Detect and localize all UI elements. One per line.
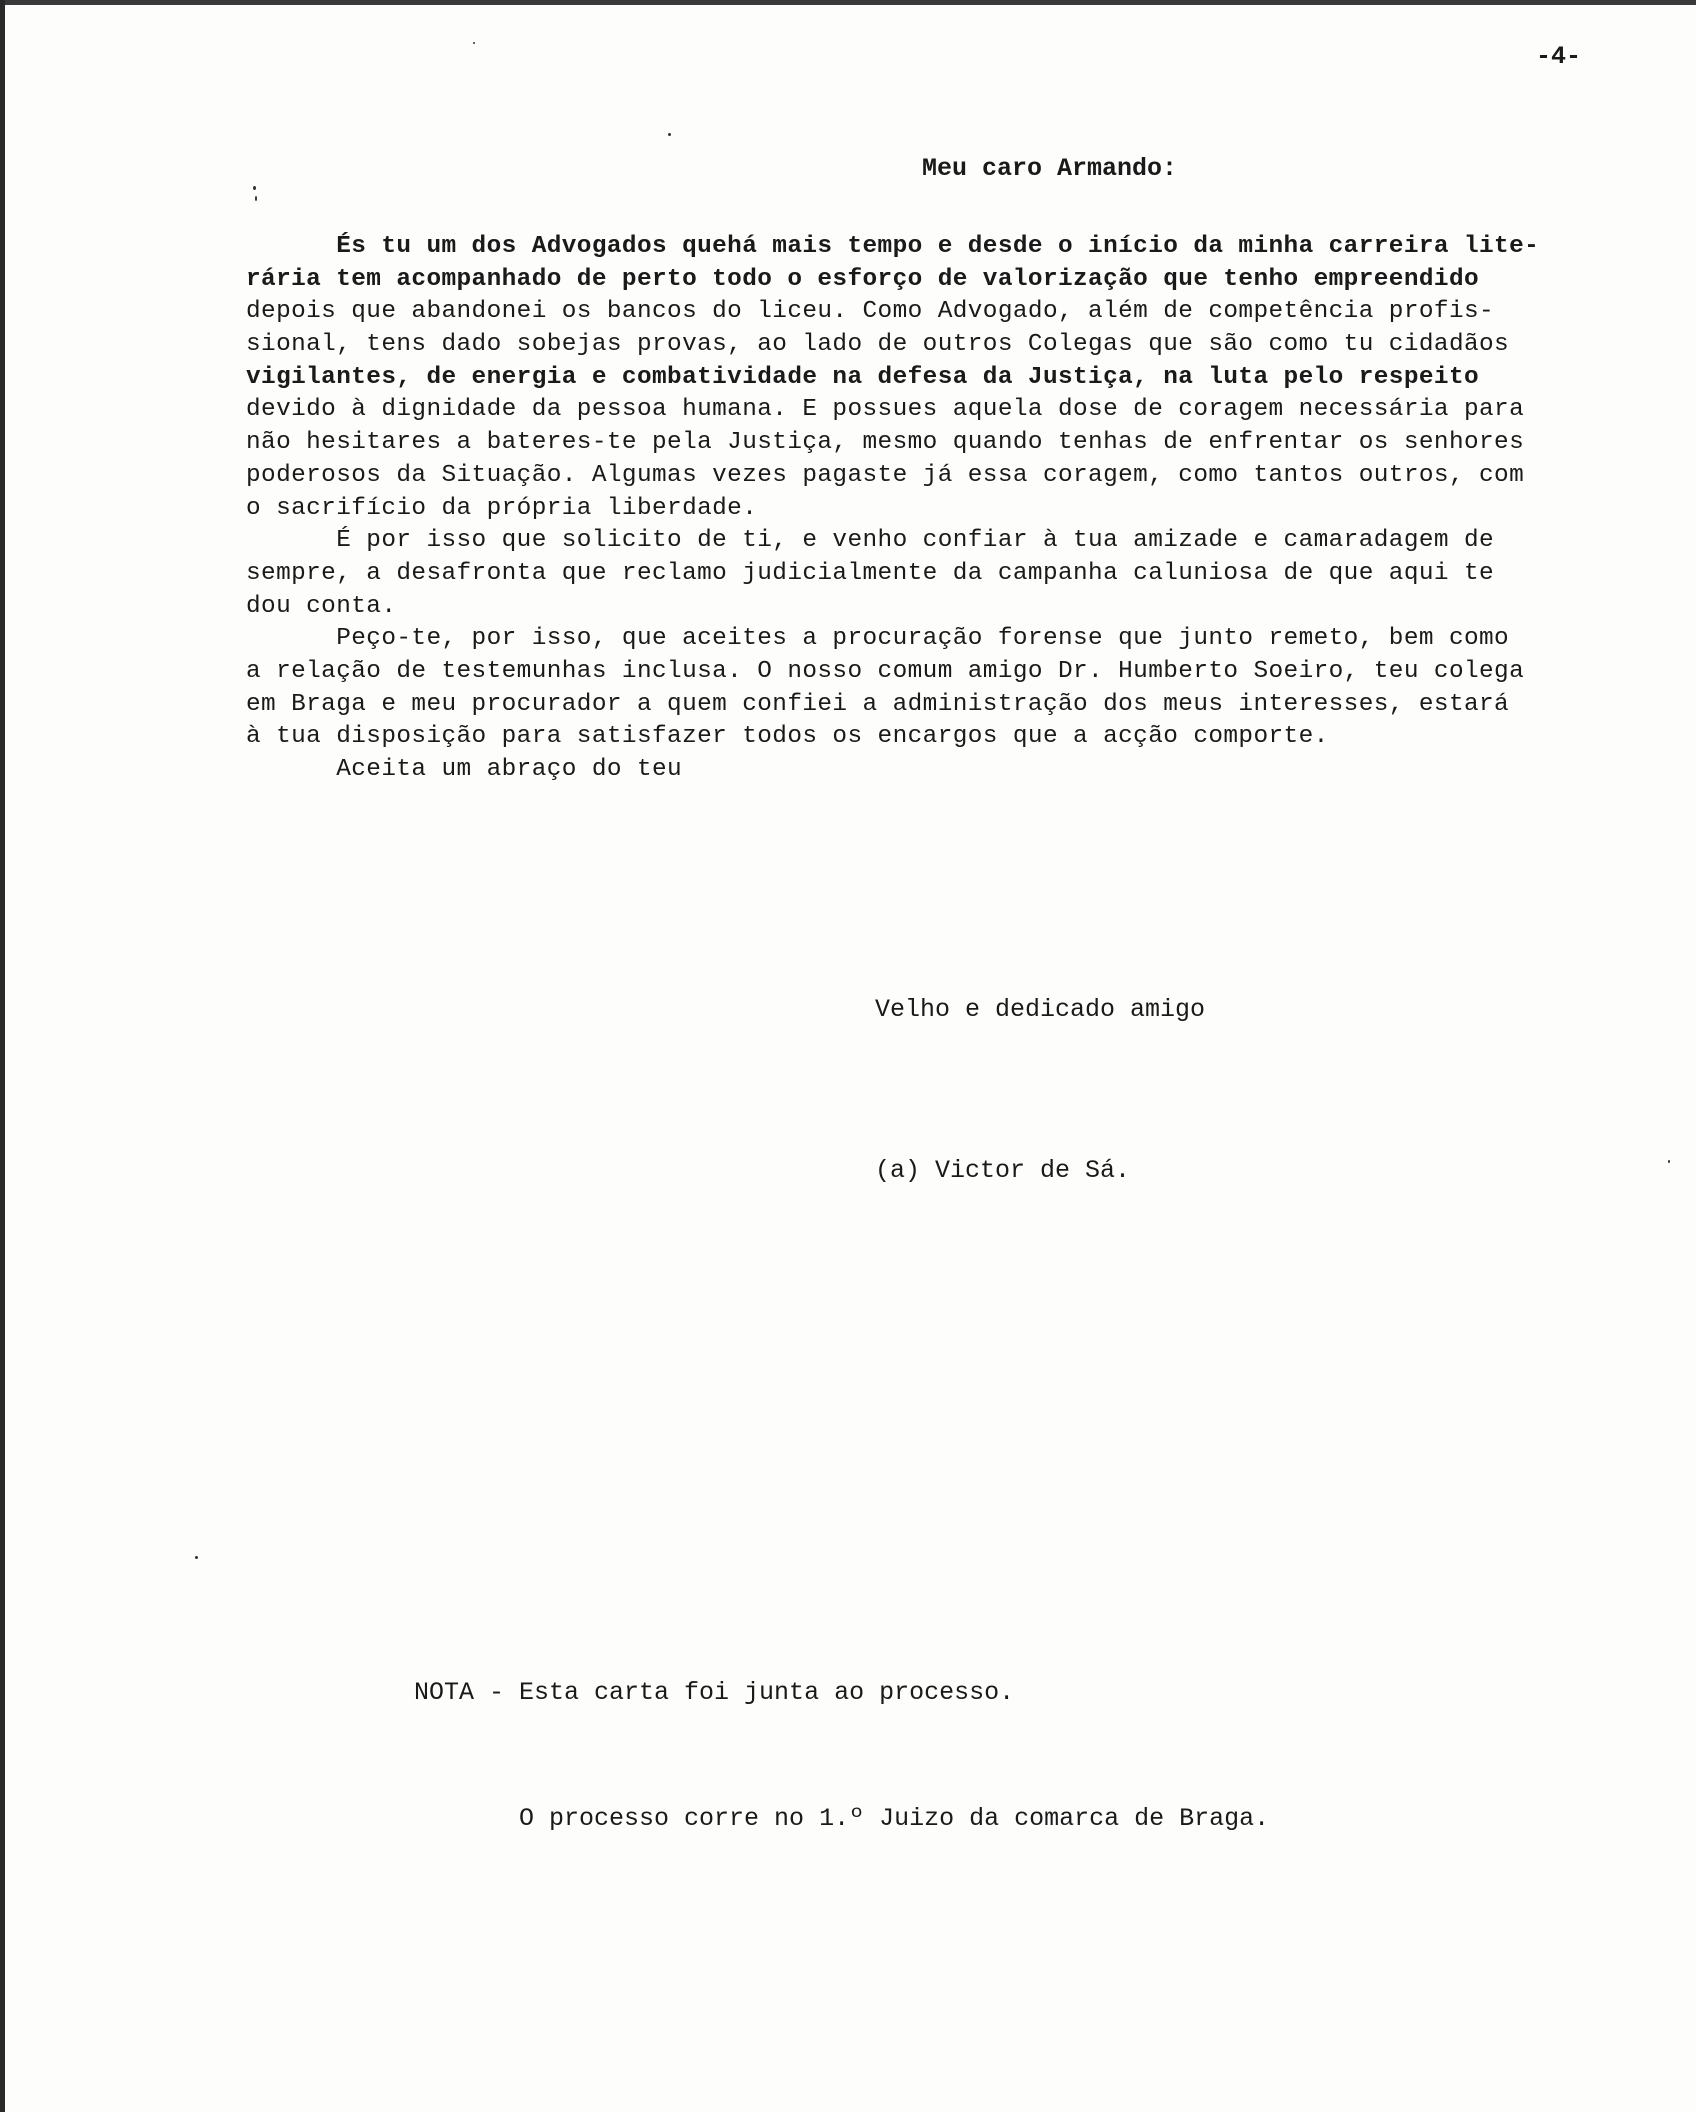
body-line: depois que abandonei os bancos do liceu. Como Advogado, além de competência profis- bbox=[246, 298, 1495, 326]
scan-speck bbox=[255, 196, 257, 201]
scan-edge-top bbox=[0, 0, 1696, 5]
body-line: à tua disposição para satisfazer todos os encargos que a acção comporte. bbox=[246, 723, 1329, 751]
note-line-2: O processo corre no 1.º Juizo da comarca de Braga. bbox=[414, 1804, 1270, 1833]
body-line: dou conta. bbox=[246, 592, 397, 620]
scan-speck bbox=[473, 42, 475, 44]
body-line: Peço-te, por isso, que aceites a procuração forense que junto remeto, bem como bbox=[246, 625, 1510, 653]
body-line: em Braga e meu procurador a quem confiei a administração dos meus interesses, estará bbox=[246, 690, 1510, 718]
scan-speck bbox=[668, 133, 671, 136]
scan-speck bbox=[253, 186, 256, 190]
body-line: sempre, a desafronta que reclamo judicialmente da campanha caluniosa de que aqui te bbox=[246, 559, 1495, 587]
letter-salutation: Meu caro Armando: bbox=[922, 154, 1178, 183]
scan-speck bbox=[195, 1556, 198, 1559]
letter-body bbox=[246, 231, 1666, 787]
body-line: sional, tens dado sobejas provas, ao lado de outros Colegas que são como tu cidadãos bbox=[246, 331, 1510, 359]
scan-edge-left bbox=[0, 0, 5, 2112]
page-number: -4- bbox=[1536, 42, 1582, 71]
body-line: rária tem acompanhado de perto todo o esforço de valorização que tenho empreendido bbox=[246, 265, 1480, 293]
letter-signature: (a) Victor de Sá. bbox=[875, 1156, 1131, 1185]
body-line: a relação de testemunhas inclusa. O nosso comum amigo Dr. Humberto Soeiro, teu colega bbox=[246, 657, 1525, 685]
note-line-1: NOTA - Esta carta foi junta ao processo. bbox=[414, 1678, 1015, 1707]
body-line: poderosos da Situação. Algumas vezes pagaste já essa coragem, como tantos outros, com bbox=[246, 461, 1525, 489]
scan-speck bbox=[1668, 1160, 1670, 1163]
note-block bbox=[414, 1588, 1269, 1924]
body-line: não hesitares a bateres-te pela Justiça, mesmo quando tenhas de enfrentar os senhores bbox=[246, 429, 1525, 457]
body-line: Aceita um abraço do teu bbox=[246, 756, 683, 783]
body-line: devido à dignidade da pessoa humana. E possues aquela dose de coragem necessária para bbox=[246, 396, 1525, 424]
body-line: o sacrifício da própria liberdade. bbox=[246, 494, 758, 522]
letter-closing: Velho e dedicado amigo bbox=[875, 995, 1206, 1024]
body-line: vigilantes, de energia e combatividade na defesa da Justiça, na luta pelo respeito bbox=[246, 363, 1480, 391]
body-line: É por isso que solicito de ti, e venho confiar à tua amizade e camaradagem de bbox=[246, 527, 1495, 555]
body-line: És tu um dos Advogados quehá mais tempo e desde o início da minha carreira lite- bbox=[246, 233, 1540, 260]
